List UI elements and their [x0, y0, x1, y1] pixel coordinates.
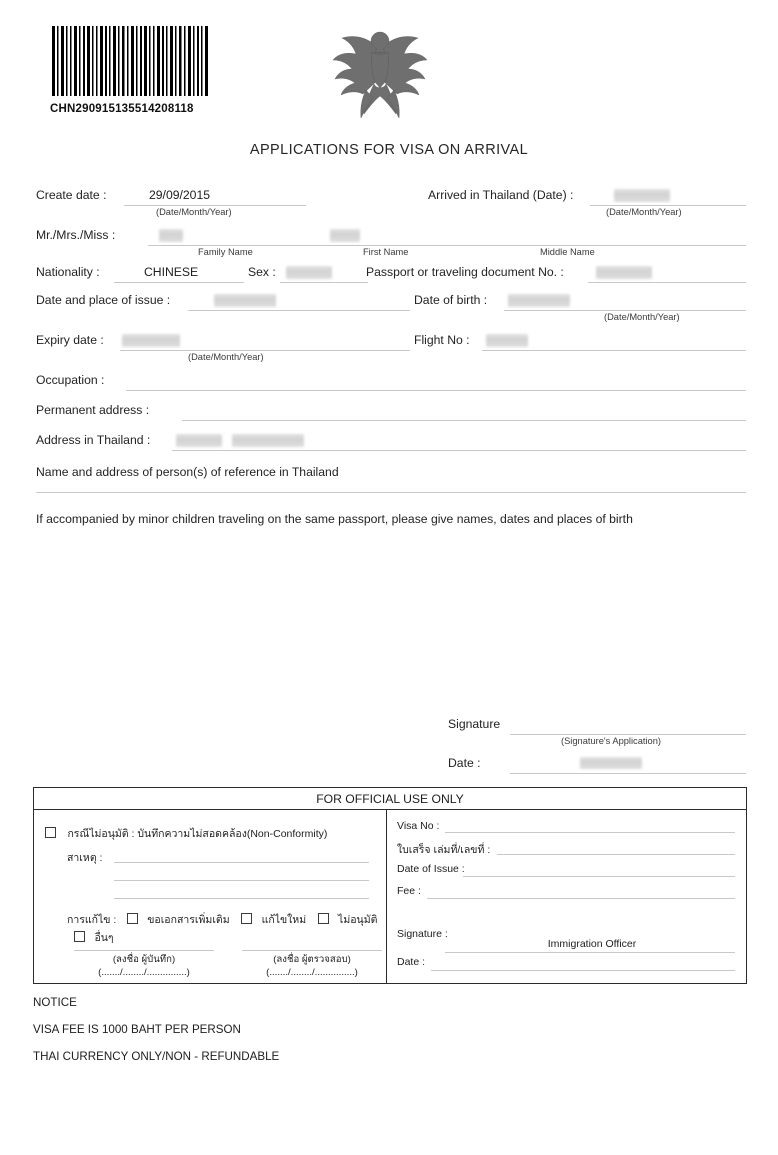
official-use-heading: FOR OFFICIAL USE ONLY [34, 788, 746, 810]
arrived-rule [590, 205, 746, 206]
visa-no-label: Visa No : [397, 820, 440, 832]
address-thailand-label: Address in Thailand : [36, 433, 151, 447]
official-left-column [34, 810, 386, 984]
signature-rule [510, 734, 746, 735]
notice-line-1: VISA FEE IS 1000 BAHT PER PERSON [33, 1023, 241, 1036]
passport-label: Passport or traveling document No. : [366, 265, 564, 279]
official-right-column [387, 810, 747, 984]
official-signature-rule [445, 952, 735, 953]
permanent-address-label: Permanent address : [36, 403, 150, 417]
nonconformity-checkbox[interactable] [45, 827, 56, 838]
official-date-rule [431, 970, 735, 971]
official-signature-label: Signature : [397, 928, 448, 940]
issue-rule [188, 310, 410, 311]
create-date-hint: (Date/Month/Year) [156, 207, 232, 217]
middle-name-label: Middle Name [540, 247, 595, 257]
fee-rule [427, 898, 735, 899]
correction-option-3-checkbox[interactable] [74, 931, 85, 942]
nationality-label: Nationality : [36, 265, 100, 279]
nonconformity-label: กรณีไม่อนุมัติ : บันทึกความไม่สอดคล้อง(Non-Conformity) [67, 828, 328, 840]
signature-date-rule [510, 773, 746, 774]
reference-rule-1 [36, 492, 746, 493]
checker-label: (ลงชื่อ ผู้ตรวจสอบ) [273, 954, 351, 965]
birth-hint: (Date/Month/Year) [604, 312, 680, 322]
address-redaction-2 [232, 434, 304, 447]
garuda-emblem [330, 22, 430, 130]
barcode-number: CHN290915135514208118 [50, 103, 194, 115]
birth-label: Date of birth : [414, 293, 488, 307]
correction-option-1-checkbox[interactable] [241, 913, 252, 924]
create-date-rule [124, 205, 306, 206]
notice-line-2: THAI CURRENCY ONLY/NON - REFUNDABLE [33, 1050, 280, 1063]
signature-label: Signature [448, 717, 501, 731]
signature-area [36, 712, 746, 782]
passport-redaction [596, 266, 652, 279]
visa-no-rule [445, 832, 735, 833]
passport-rule [588, 282, 746, 283]
correction-option-0-checkbox[interactable] [127, 913, 138, 924]
receipt-rule [497, 854, 735, 855]
correction-option-2-checkbox[interactable] [318, 913, 329, 924]
expiry-label: Expiry date : [36, 333, 104, 347]
recorder-label: (ลงชื่อ ผู้บันทึก) [112, 954, 176, 965]
form-body [36, 182, 746, 548]
nationality-rule [114, 282, 244, 283]
first-name-redaction [330, 229, 360, 242]
first-name-label: First Name [363, 247, 409, 257]
flight-redaction [486, 334, 528, 347]
correction-option-0-label: ขอเอกสารเพิ่มเติม [147, 914, 230, 926]
receipt-label: ใบเสร็จ เล่มที่/เลขที่ : [397, 844, 491, 856]
reason-rule-2 [114, 880, 369, 881]
sex-redaction [286, 266, 332, 279]
recorder-sign-rule [74, 950, 214, 951]
birth-redaction [508, 294, 570, 307]
correction-option-1-label: แก้ไขใหม่ [261, 914, 307, 926]
minor-children-label: If accompanied by minor children traveling on the same passport, please give names, dates and places of birth [36, 512, 633, 526]
flight-label: Flight No : [414, 333, 470, 347]
checker-date: (......./......../...............) [266, 967, 358, 978]
create-date-label: Create date : [36, 188, 107, 202]
recorder-date: (......./......../...............) [98, 967, 190, 978]
permanent-address-rule [182, 420, 746, 421]
title-redaction [159, 229, 183, 242]
signature-hint: (Signature's Application) [561, 736, 661, 746]
correction-option-3-label: อื่นๆ [94, 932, 114, 944]
correction-label: การแก้ไข : [67, 914, 117, 926]
sex-rule [280, 282, 368, 283]
expiry-rule [120, 350, 410, 351]
date-of-issue-label: Date of Issue : [397, 863, 465, 875]
issue-label: Date and place of issue : [36, 293, 171, 307]
birth-rule [504, 310, 746, 311]
notice-block [33, 996, 533, 1077]
checker-sign-rule [242, 950, 382, 951]
create-date-value: 29/09/2015 [149, 188, 210, 202]
address-redaction-1 [176, 434, 222, 447]
barcode-image [50, 26, 210, 96]
occupation-rule [126, 390, 746, 391]
date-of-issue-rule [463, 876, 735, 877]
name-rule [148, 245, 746, 246]
title-label: Mr./Mrs./Miss : [36, 228, 116, 242]
signature-date-label: Date : [448, 756, 481, 770]
occupation-label: Occupation : [36, 373, 105, 387]
official-use-box [33, 787, 747, 984]
address-thailand-rule [172, 450, 746, 451]
arrived-label: Arrived in Thailand (Date) : [428, 188, 574, 202]
signature-date-redaction [580, 757, 642, 769]
expiry-hint: (Date/Month/Year) [188, 352, 264, 362]
fee-label: Fee : [397, 885, 421, 897]
expiry-redaction [122, 334, 180, 347]
correction-option-2-label: ไม่อนุมัติ [338, 914, 378, 926]
official-date-label: Date : [397, 956, 426, 968]
reason-rule-3 [114, 898, 369, 899]
reason-label: สาเหตุ : [67, 852, 103, 864]
arrived-date-redaction [614, 189, 670, 202]
immigration-officer-label: Immigration Officer [547, 938, 637, 950]
barcode-block [50, 26, 220, 115]
notice-heading: NOTICE [33, 996, 77, 1009]
reason-rule-1 [114, 862, 369, 863]
sex-label: Sex : [248, 265, 276, 279]
page-title: APPLICATIONS FOR VISA ON ARRIVAL [249, 142, 529, 158]
family-name-label: Family Name [198, 247, 253, 257]
issue-redaction [214, 294, 276, 307]
arrived-hint: (Date/Month/Year) [606, 207, 682, 217]
flight-rule [482, 350, 746, 351]
reference-label: Name and address of person(s) of reference in Thailand [36, 465, 339, 479]
nationality-value: CHINESE [144, 265, 199, 279]
